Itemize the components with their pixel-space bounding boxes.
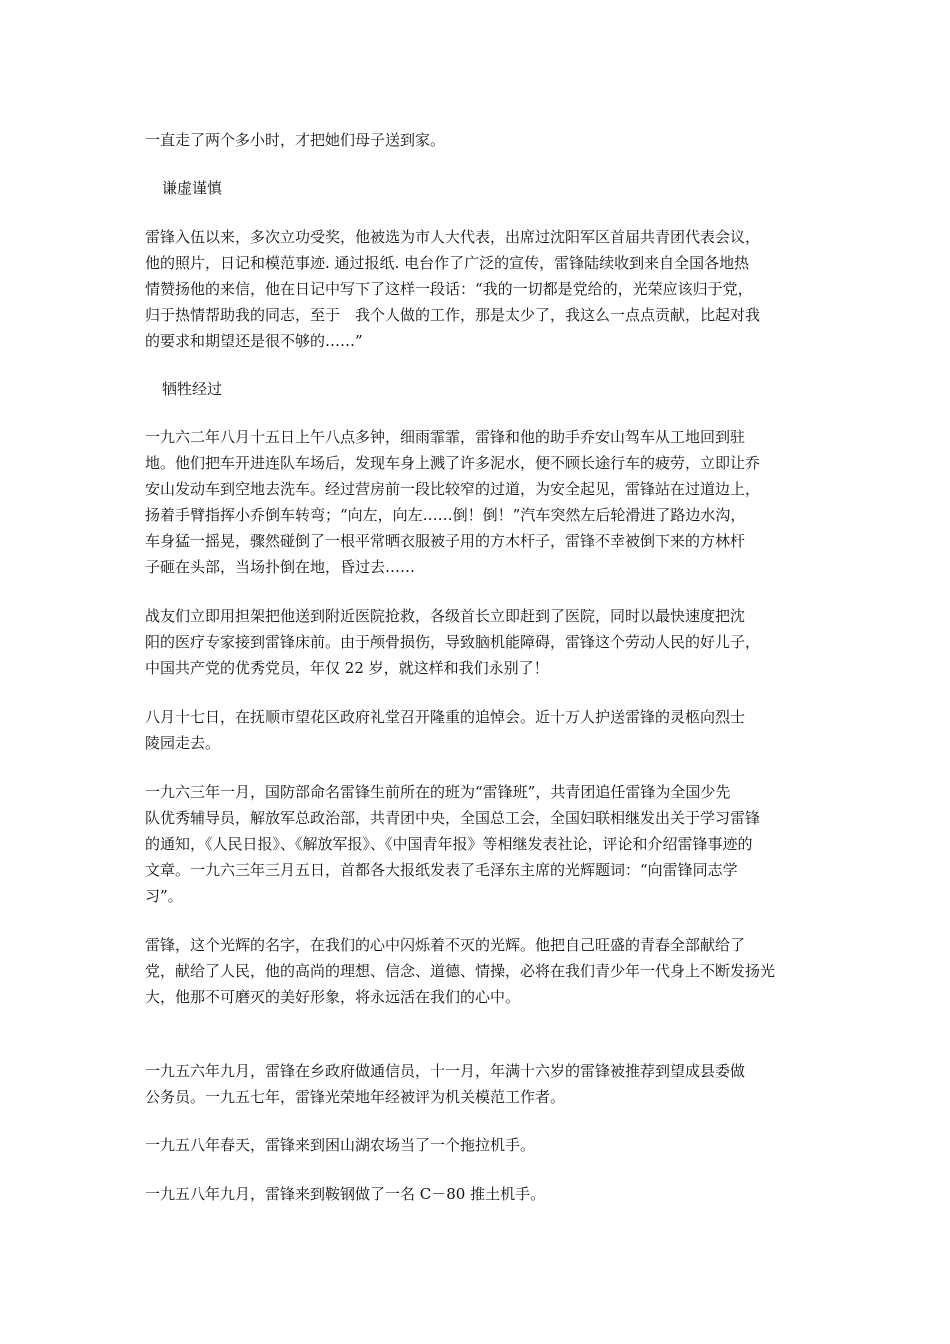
section-heading-humility: 谦虚谨慎 xyxy=(162,179,223,197)
paragraph-line: 归于热情帮助我的同志，至于 我个人做的工作，那是太少了，我这么一点点贡献，比起对我 xyxy=(145,306,761,324)
paragraph-line: 车身猛一摇晃，骤然碰倒了一根平常晒衣服被子用的方木杆子，雷锋不幸被倒下来的方林杆 xyxy=(145,532,746,550)
paragraph-line: 一九六三年一月，国防部命名雷锋生前所在的班为“雷锋班”，共青团追任雷锋为全国少先 xyxy=(145,783,731,801)
paragraph-line: 党，献给了人民，他的高尚的理想、信念、道德、情操，必将在我们青少年一代身上不断发扬光 xyxy=(145,962,776,980)
paragraph-line: 的要求和期望还是很不够的……” xyxy=(145,332,363,350)
paragraph-line: 子砸在头部，当场扑倒在地，昏过去…… xyxy=(145,558,416,576)
paragraph-line: 安山发动车到空地去洗车。经过营房前一段比较窄的过道，为安全起见，雷锋站在过道边上， xyxy=(145,480,761,498)
paragraph-line: 习”。 xyxy=(145,887,183,905)
paragraph-line: 中国共产党的优秀党员，年仅 22 岁，就这样和我们永别了！ xyxy=(145,659,549,677)
paragraph-line: 的通知，《人民日报》、《解放军报》、《中国青年报》等相继发表社论，评论和介绍雷锋事迹的 xyxy=(145,835,753,853)
paragraph-line: 情赞扬他的来信，他在日记中写下了这样一段话：“我的一切都是党给的，光荣应该归于党， xyxy=(145,280,753,298)
paragraph-line: 一九五六年九月，雷锋在乡政府做通信员，十一月，年满十六岁的雷锋被推荐到望成县委做 xyxy=(145,1062,746,1080)
section-heading-sacrifice: 牺牲经过 xyxy=(162,380,223,398)
paragraph-line: 一九五八年九月，雷锋来到鞍钢做了一名 C－80 推土机手。 xyxy=(145,1185,546,1203)
paragraph-line: 一九五八年春天，雷锋来到困山湖农场当了一个拖拉机手。 xyxy=(145,1136,536,1154)
paragraph-line: 雷锋，这个光辉的名字，在我们的心中闪烁着不灭的光辉。他把自己旺盛的青春全部献给了 xyxy=(145,936,746,954)
paragraph-line: 陵园走去。 xyxy=(145,734,221,752)
paragraph-line: 公务员。一九五七年，雷锋光荣地年经被评为机关模范工作者。 xyxy=(145,1088,566,1106)
paragraph-line: 阳的医疗专家接到雷锋床前。由于颅骨损伤，导致脑机能障碍，雷锋这个劳动人民的好儿子， xyxy=(145,633,761,651)
paragraph-line: 文章。一九六三年三月五日，首都各大报纸发表了毛泽东主席的光辉题词：“向雷锋同志学 xyxy=(145,861,738,879)
paragraph-line: 一直走了两个多小时，才把她们母子送到家。 xyxy=(145,131,446,149)
paragraph-line: 队优秀辅导员，解放军总政治部，共青团中央，全国总工会，全国妇联相继发出关于学习雷锋 xyxy=(145,809,761,827)
paragraph-line: 大，他那不可磨灭的美好形象，将永远活在我们的心中。 xyxy=(145,988,521,1006)
paragraph-line: 扬着手臂指挥小乔倒车转弯；“向左，向左……倒！倒！”汽车突然左后轮滑进了路边水沟， xyxy=(145,506,746,524)
paragraph-line: 战友们立即用担架把他送到附近医院抢救，各级首长立即赶到了医院，同时以最快速度把沈 xyxy=(145,607,746,625)
paragraph-line: 地。他们把车开进连队车场后，发现车身上溅了许多泥水，便不顾长途行车的疲劳，立即让乔 xyxy=(145,454,761,472)
paragraph-line: 一九六二年八月十五日上午八点多钟，细雨霏霏，雷锋和他的助手乔安山驾车从工地回到驻 xyxy=(145,428,746,446)
paragraph-line: 八月十七日，在抚顺市望花区政府礼堂召开隆重的追悼会。近十万人护送雷锋的灵柩向烈士 xyxy=(145,708,746,726)
paragraph-line: 他的照片，日记和模范事迹. 通过报纸. 电台作了广泛的宣传，雷锋陆续收到来自全国各地热 xyxy=(145,254,750,272)
paragraph-line: 雷锋入伍以来，多次立功受奖，他被选为市人大代表，出席过沈阳军区首届共青团代表会议， xyxy=(145,228,761,246)
